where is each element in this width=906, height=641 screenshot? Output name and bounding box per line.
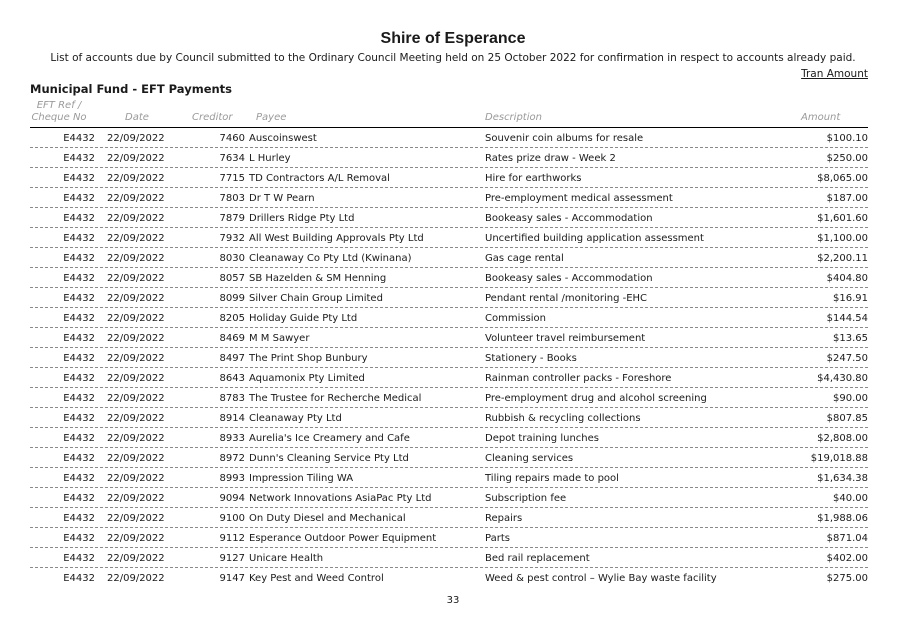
column-header-description: Description: [485, 112, 542, 123]
table-row: [30, 268, 868, 288]
table-row: [30, 248, 868, 268]
payee-cell: The Trustee for Recherche Medical: [249, 393, 422, 404]
creditor-cell: 7803: [219, 193, 245, 204]
table-row: [30, 568, 868, 587]
creditor-cell: 8497: [219, 353, 245, 364]
description-cell: Rates prize draw - Week 2: [485, 153, 616, 164]
creditor-cell: 8205: [219, 313, 245, 324]
column-header-ref-line2: Cheque No: [31, 112, 87, 123]
payee-cell: Auscoinswest: [249, 133, 317, 144]
table-row: [30, 228, 868, 248]
creditor-cell: 9100: [219, 513, 245, 524]
date-cell: 22/09/2022: [107, 253, 165, 264]
table-row: [30, 168, 868, 188]
table-row: [30, 368, 868, 388]
column-header-payee: Payee: [256, 112, 287, 123]
date-cell: 22/09/2022: [107, 513, 165, 524]
amount-cell: $2,200.11: [817, 253, 868, 264]
date-cell: 22/09/2022: [107, 313, 165, 324]
payee-cell: Cleanaway Pty Ltd: [249, 413, 342, 424]
description-cell: Volunteer travel reimbursement: [485, 333, 646, 344]
table-row: [30, 448, 868, 468]
section-title: Municipal Fund - EFT Payments: [30, 82, 233, 96]
creditor-cell: 7634: [219, 153, 245, 164]
payee-cell: Dr T W Pearn: [249, 193, 315, 204]
payee-cell: Holiday Guide Pty Ltd: [249, 313, 358, 324]
amount-cell: $275.00: [826, 573, 868, 584]
description-cell: Souvenir coin albums for resale: [485, 133, 644, 144]
amount-cell: $40.00: [833, 493, 868, 504]
payments-table: [30, 128, 868, 587]
date-cell: 22/09/2022: [107, 173, 165, 184]
amount-cell: $13.65: [833, 333, 868, 344]
ref-cell: E4432: [63, 513, 95, 524]
description-cell: Cleaning services: [485, 453, 574, 464]
description-cell: Repairs: [485, 513, 523, 524]
table-row: [30, 208, 868, 228]
description-cell: Tiling repairs made to pool: [485, 473, 619, 484]
creditor-cell: 8972: [219, 453, 245, 464]
creditor-cell: 8783: [219, 393, 245, 404]
description-cell: Bookeasy sales - Accommodation: [485, 273, 653, 284]
date-cell: 22/09/2022: [107, 453, 165, 464]
payee-cell: Impression Tiling WA: [249, 473, 354, 484]
table-row: [30, 388, 868, 408]
creditor-cell: 8914: [219, 413, 245, 424]
description-cell: Weed & pest control – Wylie Bay waste facility: [485, 573, 717, 584]
date-cell: 22/09/2022: [107, 493, 165, 504]
creditor-cell: 8469: [219, 333, 245, 344]
payee-cell: Key Pest and Weed Control: [249, 573, 384, 584]
payee-cell: Aquamonix Pty Limited: [249, 373, 365, 384]
column-header-ref: [30, 100, 88, 124]
ref-cell: E4432: [63, 473, 95, 484]
amount-cell: $187.00: [826, 193, 868, 204]
amount-cell: $4,430.80: [817, 373, 868, 384]
ref-cell: E4432: [63, 533, 95, 544]
creditor-cell: 8933: [219, 433, 245, 444]
page-title: Shire of Esperance: [380, 30, 526, 47]
amount-cell: $19,018.88: [810, 453, 868, 464]
payee-cell: Cleanaway Co Pty Ltd (Kwinana): [249, 253, 412, 264]
amount-cell: $8,065.00: [817, 173, 868, 184]
payee-cell: All West Building Approvals Pty Ltd: [249, 233, 424, 244]
amount-cell: $1,988.06: [817, 513, 868, 524]
table-row: [30, 468, 868, 488]
amount-cell: $1,601.60: [817, 213, 868, 224]
ref-cell: E4432: [63, 433, 95, 444]
ref-cell: E4432: [63, 493, 95, 504]
creditor-cell: 8030: [219, 253, 245, 264]
creditor-cell: 8643: [219, 373, 245, 384]
description-cell: Bed rail replacement: [485, 553, 590, 564]
table-row: [30, 348, 868, 368]
table-row: [30, 188, 868, 208]
ref-cell: E4432: [63, 133, 95, 144]
ref-cell: E4432: [63, 213, 95, 224]
ref-cell: E4432: [63, 253, 95, 264]
date-cell: 22/09/2022: [107, 573, 165, 584]
creditor-cell: 7932: [219, 233, 245, 244]
date-cell: 22/09/2022: [107, 193, 165, 204]
ref-cell: E4432: [63, 413, 95, 424]
description-cell: Stationery - Books: [485, 353, 577, 364]
date-cell: 22/09/2022: [107, 333, 165, 344]
table-row: [30, 308, 868, 328]
ref-cell: E4432: [63, 273, 95, 284]
ref-cell: E4432: [63, 173, 95, 184]
creditor-cell: 7715: [219, 173, 245, 184]
payee-cell: Dunn's Cleaning Service Pty Ltd: [249, 453, 409, 464]
description-cell: Parts: [485, 533, 510, 544]
amount-cell: $402.00: [826, 553, 868, 564]
creditor-cell: 8057: [219, 273, 245, 284]
date-cell: 22/09/2022: [107, 373, 165, 384]
ref-cell: E4432: [63, 353, 95, 364]
column-header-creditor: Creditor: [192, 112, 233, 123]
date-cell: 22/09/2022: [107, 213, 165, 224]
description-cell: Bookeasy sales - Accommodation: [485, 213, 653, 224]
table-row: [30, 148, 868, 168]
creditor-cell: 8099: [219, 293, 245, 304]
description-cell: Gas cage rental: [485, 253, 564, 264]
date-cell: 22/09/2022: [107, 553, 165, 564]
amount-cell: $871.04: [826, 533, 868, 544]
table-row: [30, 528, 868, 548]
payee-cell: TD Contractors A/L Removal: [249, 173, 390, 184]
description-cell: Pendant rental /monitoring -EHC: [485, 293, 648, 304]
amount-cell: $247.50: [826, 353, 868, 364]
ref-cell: E4432: [63, 313, 95, 324]
creditor-cell: 9147: [219, 573, 245, 584]
payee-cell: Unicare Health: [249, 553, 324, 564]
table-row: [30, 128, 868, 148]
table-row: [30, 288, 868, 308]
amount-cell: $404.80: [826, 273, 868, 284]
payee-cell: On Duty Diesel and Mechanical: [249, 513, 406, 524]
amount-cell: $1,634.38: [817, 473, 868, 484]
date-cell: 22/09/2022: [107, 133, 165, 144]
payee-cell: M M Sawyer: [249, 333, 310, 344]
description-cell: Uncertified building application assessment: [485, 233, 704, 244]
table-row: [30, 548, 868, 568]
description-cell: Pre-employment medical assessment: [485, 193, 673, 204]
creditor-cell: 9127: [219, 553, 245, 564]
amount-cell: $807.85: [826, 413, 868, 424]
date-cell: 22/09/2022: [107, 393, 165, 404]
page-number: 33: [446, 595, 460, 606]
ref-cell: E4432: [63, 453, 95, 464]
date-cell: 22/09/2022: [107, 353, 165, 364]
date-cell: 22/09/2022: [107, 273, 165, 284]
table-row: [30, 408, 868, 428]
column-header-ref-line1: EFT Ref /: [36, 100, 82, 111]
description-cell: Pre-employment drug and alcohol screening: [485, 393, 707, 404]
ref-cell: E4432: [63, 373, 95, 384]
date-cell: 22/09/2022: [107, 533, 165, 544]
ref-cell: E4432: [63, 233, 95, 244]
amount-cell: $16.91: [833, 293, 868, 304]
amount-cell: $250.00: [826, 153, 868, 164]
date-cell: 22/09/2022: [107, 293, 165, 304]
amount-cell: $1,100.00: [817, 233, 868, 244]
creditor-cell: 8993: [219, 473, 245, 484]
table-row: [30, 428, 868, 448]
payee-cell: The Print Shop Bunbury: [249, 353, 368, 364]
tran-amount-link[interactable]: Tran Amount: [801, 68, 868, 80]
ref-cell: E4432: [63, 333, 95, 344]
creditor-cell: 9094: [219, 493, 245, 504]
column-header-date: Date: [125, 112, 149, 123]
ref-cell: E4432: [63, 293, 95, 304]
ref-cell: E4432: [63, 573, 95, 584]
creditor-cell: 7460: [219, 133, 245, 144]
payee-cell: L Hurley: [249, 153, 291, 164]
amount-cell: $2,808.00: [817, 433, 868, 444]
creditor-cell: 9112: [219, 533, 245, 544]
amount-cell: $100.10: [826, 133, 868, 144]
payee-cell: Aurelia's Ice Creamery and Cafe: [249, 433, 410, 444]
ref-cell: E4432: [63, 553, 95, 564]
date-cell: 22/09/2022: [107, 473, 165, 484]
amount-cell: $90.00: [833, 393, 868, 404]
date-cell: 22/09/2022: [107, 153, 165, 164]
date-cell: 22/09/2022: [107, 433, 165, 444]
page-subtitle: List of accounts due by Council submitted to the Ordinary Council Meeting held on 25 October 2022 for confirmation in respect to accounts already paid.: [50, 52, 856, 64]
ref-cell: E4432: [63, 193, 95, 204]
ref-cell: E4432: [63, 393, 95, 404]
payee-cell: SB Hazelden & SM Henning: [249, 273, 387, 284]
creditor-cell: 7879: [219, 213, 245, 224]
table-row: [30, 328, 868, 348]
column-header-amount: Amount: [801, 112, 841, 123]
date-cell: 22/09/2022: [107, 233, 165, 244]
description-cell: Rubbish & recycling collections: [485, 413, 641, 424]
ref-cell: E4432: [63, 153, 95, 164]
description-cell: Depot training lunches: [485, 433, 599, 444]
date-cell: 22/09/2022: [107, 413, 165, 424]
description-cell: Commission: [485, 313, 547, 324]
payee-cell: Silver Chain Group Limited: [249, 293, 383, 304]
description-cell: Hire for earthworks: [485, 173, 582, 184]
description-cell: Subscription fee: [485, 493, 567, 504]
table-row: [30, 488, 868, 508]
description-cell: Rainman controller packs - Foreshore: [485, 373, 672, 384]
amount-cell: $144.54: [826, 313, 868, 324]
payee-cell: Network Innovations AsiaPac Pty Ltd: [249, 493, 432, 504]
table-row: [30, 508, 868, 528]
payee-cell: Esperance Outdoor Power Equipment: [249, 533, 437, 544]
payee-cell: Drillers Ridge Pty Ltd: [249, 213, 355, 224]
